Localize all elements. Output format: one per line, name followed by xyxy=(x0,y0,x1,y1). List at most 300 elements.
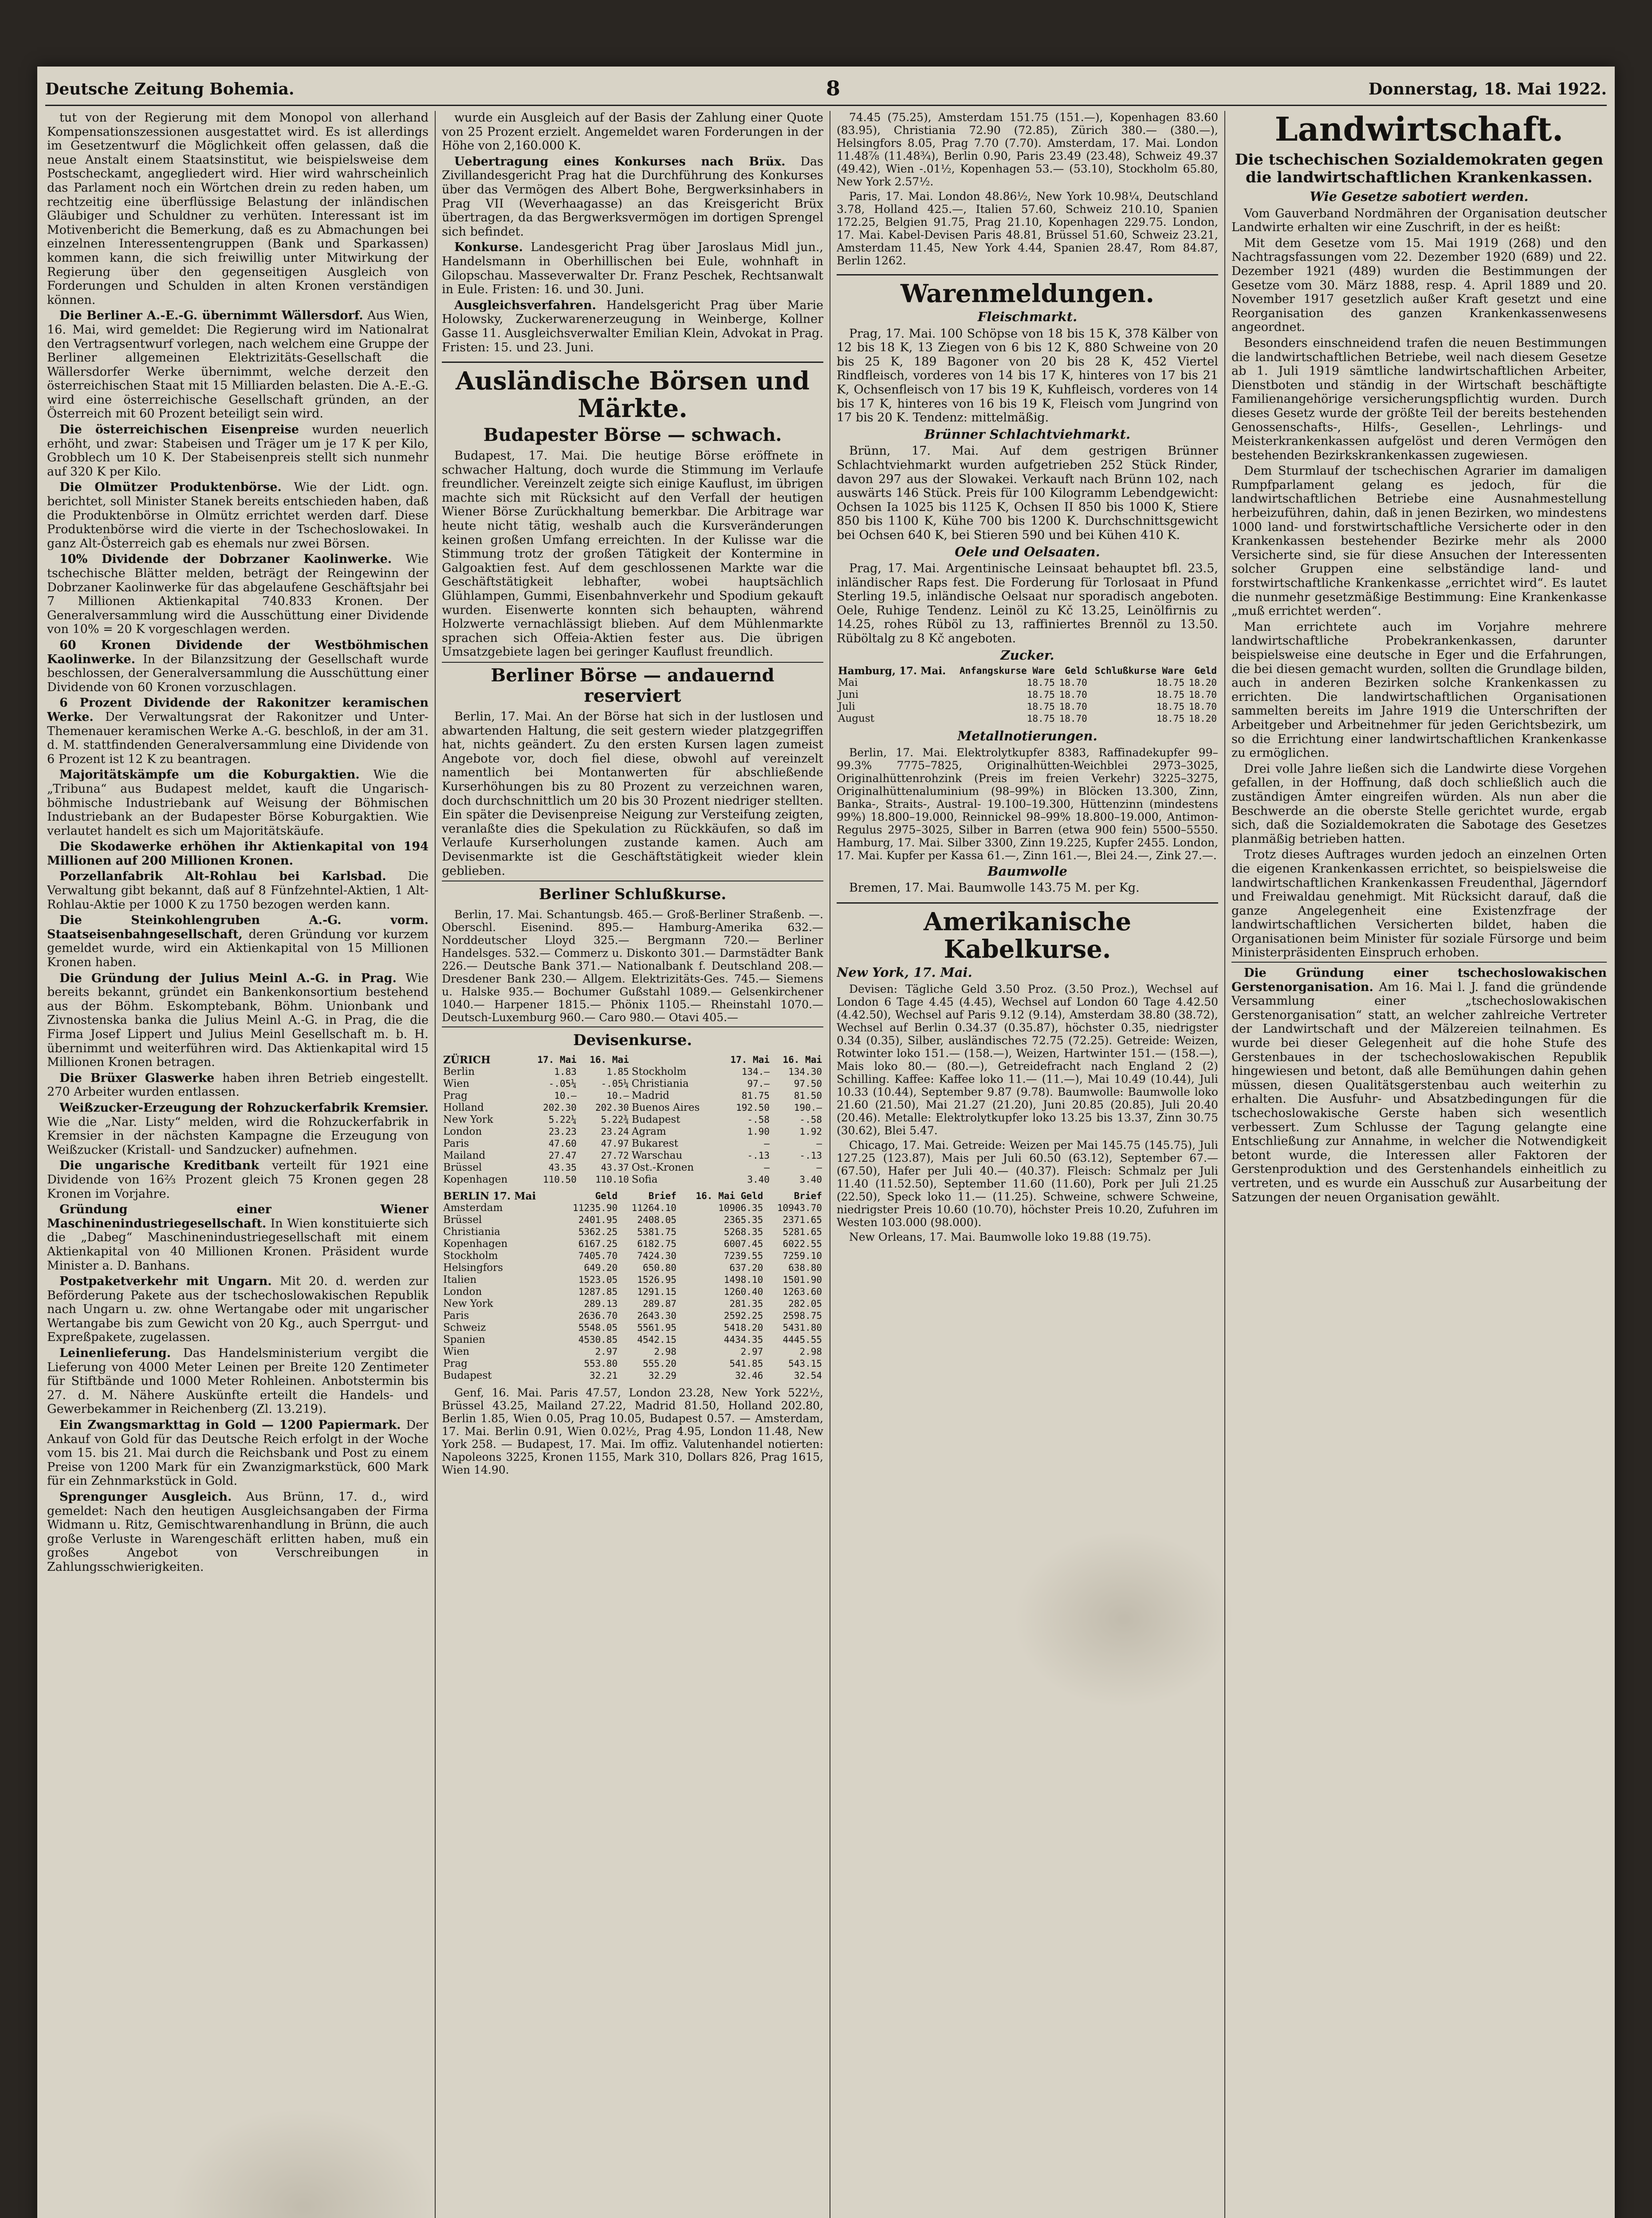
table-cell: Juni xyxy=(838,689,859,701)
article-text: wurde ein Ausgleich auf der Basis der Zahlung einer Quote von 25 Prozent erzielt. Angemeldet waren Forderungen in der Höhe von 2,160.000 K. xyxy=(442,111,823,153)
table-cell: 10.— xyxy=(554,1090,577,1101)
table-row xyxy=(442,1298,823,1310)
news-item xyxy=(442,299,823,354)
table-cell: 1498.10 xyxy=(724,1274,763,1286)
table-cell: Brüssel xyxy=(443,1162,482,1174)
table-cell: 18.75 xyxy=(1027,677,1055,688)
news-body: Wie die „Tribuna“ aus Budapest meldet, kauft die Ungarisch-böhmische Industriebank auf Weisung der Böhmischen Industriebank an der Budapester Börse Koburgaktien. Wie verlautet handelt es sich um Majoritätskäufe. xyxy=(47,768,429,838)
news-heading: Ein Zwangsmarkttag in Gold — 1200 Papiermark. xyxy=(59,1418,401,1432)
news-body: Mit 20. d. werden zur Beförderung Pakete aus der tschechoslowakischen Republik nach Ungarn u. zw. ohne Wertangabe oder mit ungarischer Wertangabe bis zum Gewicht von 20 Kg., auch Sperrgut- und Expreßpakete, zugelassen. xyxy=(47,1274,429,1345)
news-body: Wie tschechische Blätter melden, beträgt der Reingewinn der Dobrzaner Kaolinwerke für das abgelaufene Geschäftsjahr bei 7 Millionen Aktienkapital 740.833 Kronen. Der Generalversammlung wird die Ausschüttung einer Dividende von 10% = 20 K vorgeschlagen werden. xyxy=(47,552,429,637)
table-cell: Paris xyxy=(443,1310,469,1322)
news-heading: Sprengunger Ausgleich. xyxy=(59,1490,232,1504)
news-body: Wie der Lidt. ogn. berichtet, soll Minister Stanek bereits entschieden haben, daß die Produktenbörse in Olmütz errichtet werden darf. Diese Produktenbörse wird die vierte in der Tschechoslowakei. In ganz Alt-Österreich gab es ehemals nur zwei Börsen. xyxy=(47,480,429,551)
table-cell: 289.87 xyxy=(643,1298,677,1310)
article-text: Berlin, 17. Mai. Elektrolytkupfer 8383, Raffinadekupfer 99–99.3% 7775–7825, Originalhütten-Weichblei 2973–3025, Originalhüttenrohzink (Preis im freien Verkehr) 3225–3275, Originalhüttenaluminium (98–99%) in Blöcken 13.300, Zinn, Banka-, Straits-, Austral- 19.100–19.300, Hüttenzinn (mindestens 99%) 18.800–19.000, Reinnickel 98–99% 18.800–19.000, Antimon-Regulus 2975–3025, Silber in Barren (etwa 900 fein) 5500–5550. Hamburg, 17. Mai. Silber 3300, Zinn 19.225, Kupfer 2455. London, 17. Mai. Kupfer per Kassa 61.—, Zinn 161.—, Blei 24.—, Zink 27.—. xyxy=(837,746,1218,862)
table-row xyxy=(442,1322,823,1334)
news-heading: 60 Kronen Dividende der Westböhmischen Kaolinwerke. xyxy=(47,638,429,666)
news-heading: Die Gründung einer tschechoslowakischen Gerstenorganisation. xyxy=(1231,966,1607,994)
table-cell: Sofia xyxy=(631,1174,658,1186)
table-header-row xyxy=(442,1054,823,1066)
news-body: Aus Brünn, 17. d., wird gemeldet: Nach den heutigen Ausgleichsangaben der Firma Widmann u. Ritz, Gemischtwarenhandlung in Brünn, die auch große Verluste in Warengeschäft erlitten haben, muß ein großes Angebot von Verschreibungen in Zahlungsschwierigkeiten. xyxy=(47,1490,429,1574)
article-text: Dem Sturmlauf der tschechischen Agrarier im damaligen Rumpfparlament gelang es jedoch, für die landwirtschaftlichen Betriebe eine Ausnahmestellung herbeizuführen, dahin, daß in jenen Bezirken, wo mindestens 1000 land- und forstwirtschaftliche Versicherte oder in den Krankenkassen bestehender Bezirke mehr als 2000 Versicherte sind, sie für diese Ansuchen der Interessenten solcher Gruppen eine selbständige land- und forstwirtschaftliche Krankenkasse „errichtet wird“. Es lautet die nunmehr gesetzmäßige Bestimmung: Eine Krankenkasse „muß errichtet werden“. xyxy=(1231,464,1607,618)
table-header-cell: Brief xyxy=(648,1191,677,1202)
table-cell: 5561.95 xyxy=(637,1322,677,1333)
table-cell: Juli xyxy=(838,701,855,713)
table-cell: 5381.75 xyxy=(637,1227,677,1238)
table-cell: Budapest xyxy=(443,1370,492,1382)
news-body: Die Verwaltung gibt bekannt, daß auf 8 Fünfzehntel-Aktien, 1 Alt-Rohlau-Aktie per 1000 K zu 1750 bezogen werden kann. xyxy=(47,869,429,912)
table-cell: New York xyxy=(443,1114,493,1126)
news-item xyxy=(47,309,429,421)
masthead-title: Deutsche Zeitung Bohemia. xyxy=(45,80,295,98)
column-3 xyxy=(837,111,1218,2218)
table-cell: 1287.85 xyxy=(578,1286,618,1298)
table-cell: 2408.05 xyxy=(637,1215,677,1226)
table-cell: Stockholm xyxy=(443,1250,498,1262)
news-heading: Die Olmützer Produktenbörse. xyxy=(59,480,282,495)
table-cell: — xyxy=(816,1138,822,1149)
table-header-cell: Geld xyxy=(595,1191,618,1202)
table-cell: 192.50 xyxy=(736,1102,770,1113)
subsection-heading: Zucker. xyxy=(1000,647,1054,663)
table-cell: 5281.65 xyxy=(783,1227,822,1238)
table-cell: 2592.25 xyxy=(724,1310,763,1321)
sugar-prices-table xyxy=(837,665,1218,725)
table-cell: Christiania xyxy=(631,1078,689,1090)
news-item xyxy=(47,1159,429,1201)
table-cell: Bukarest xyxy=(631,1138,678,1150)
news-heading: Gründung einer Wiener Maschinenindustriegesellschaft. xyxy=(47,1203,429,1231)
table-row xyxy=(442,1334,823,1346)
table-cell: 3.40 xyxy=(747,1174,770,1185)
table-cell: 18.20 xyxy=(1188,677,1217,688)
news-heading: Porzellanfabrik Alt-Rohlau bei Karlsbad. xyxy=(59,869,386,884)
news-heading: Die Berliner A.-E.-G. übernimmt Wällersdorf. xyxy=(59,309,363,323)
table-cell: 5431.80 xyxy=(783,1322,822,1333)
table-cell: 1260.40 xyxy=(724,1286,763,1298)
news-item xyxy=(47,869,429,912)
quote-list: Genf, 16. Mai. Paris 47.57, London 23.28, New York 522½, Brüssel 43.25, Mailand 27.22, Madrid 81.50, Holland 202.80, Berlin 1.85, Wien 0.05, Prag 10.05, Budapest 0.57. — Amsterdam, 17. Mai. Berlin 0.91, Wien 0.02½, Prag 4.95, London 11.48, New York 258. — Budapest, 17. Mai. Im offiz. Valutenhandel notierten: Napoleons 3225, Kronen 1155, Mark 310, Dollars 826, Prag 1615, Wien 14.90. xyxy=(442,1386,823,1477)
table-cell: 11264.10 xyxy=(631,1203,677,1214)
table-cell: 2.97 xyxy=(740,1346,763,1357)
column-rule xyxy=(1224,111,1225,2218)
table-cell: 202.30 xyxy=(595,1102,629,1113)
article-subheadline: Wie Gesetze sabotiert werden. xyxy=(1310,189,1529,204)
table-header-cell: BERLIN 17. Mai xyxy=(443,1190,536,1203)
table-row xyxy=(442,1250,823,1262)
news-body: Aus Wien, 16. Mai, wird gemeldet: Die Regierung wird im Nationalrat den Vertragsentwurf vorlegen, nach welchem eine Gruppe der Berliner allgemeinen Elektrizitäts-Gesellschaft die Wällersdorfer Werke übernimmt, welche derzeit den österreichischen Staat mit 15 Milliarden belasten. Die A.-E.-G. wird eine österreichische Gesellschaft gründen, an der Österreich mit 60 Prozent beteiligt sein wird. xyxy=(47,309,429,421)
table-cell: 3.40 xyxy=(799,1174,822,1185)
table-cell: Italien xyxy=(443,1274,477,1286)
news-item xyxy=(442,155,823,239)
table-cell: 2401.95 xyxy=(578,1215,618,1226)
article-text: Prag, 17. Mai. 100 Schöpse von 18 bis 15 K, 378 Kälber von 12 bis 18 K, 13 Ziegen von 6 bis 12 K, 880 Schweine von 20 bis 25 K, 189 Bagoner von 20 bis 28 K, 452 Viertel Rindfleisch, vorderes von 14 bis 17 K, hinteres von 17 bis 21 K, Ochsenfleisch von 17 bis 19 K, Kuhfleisch, vorderes von 14 bis 17 K, hinteres von 16 bis 19 K, Fleisch vom Jungrind von 17 bis 20 K. Tendenz: mittelmäßig. xyxy=(837,326,1218,425)
table-cell: Kopenhagen xyxy=(443,1238,508,1250)
news-item xyxy=(47,552,429,637)
article-text: Mit dem Gesetze vom 15. Mai 1919 (268) und den Nachtragsfassungen vom 22. Dezember 1920 (689) und 22. Dezember 1921 (489) wurden die Bestimmungen der Gesetze vom 30. März 1888, resp. 4. April 1889 und 20. November 1917 gesetzlich außer Kraft gesetzt und eine Reorganisation des ganzen Krankenkassenwesens angeordnet. xyxy=(1231,236,1607,334)
table-cell: 281.35 xyxy=(729,1298,763,1310)
table-cell: -.13 xyxy=(747,1150,770,1161)
table-cell: 18.70 xyxy=(1059,713,1087,724)
table-cell: 32.21 xyxy=(589,1370,618,1381)
table-row xyxy=(837,701,1218,713)
table-cell: Prag xyxy=(443,1358,468,1370)
section-title: Warenmeldungen. xyxy=(837,274,1218,307)
table-cell: 10906.35 xyxy=(718,1203,763,1214)
table-cell: 18.70 xyxy=(1059,689,1087,700)
table-cell: Mai xyxy=(838,677,858,689)
table-cell: 2636.70 xyxy=(578,1310,618,1321)
table-cell: 543.15 xyxy=(788,1358,822,1369)
table-cell: -.05¼ xyxy=(601,1078,629,1089)
news-body: verteilt für 1921 eine Dividende von 16⅔ Prozent gleich 75 Kronen gegen 28 Kronen im Vorjahre. xyxy=(47,1159,429,1201)
table-cell: Warschau xyxy=(631,1150,683,1162)
news-body: Der Verwaltungsrat der Rakonitzer und Unter-Themenauer keramischen Werke A.-G. beschloß, in der am 31. d. M. stattfindenden Generalversammlung eine Dividende von 6 Prozent ist 12 K zu beantragen. xyxy=(47,710,429,766)
table-header-cell: 16. Mai Geld xyxy=(696,1191,763,1202)
news-body: Wie die „Nar. Listy“ melden, wird die Rohzuckerfabrik in Kremsier in der nächsten Kampagne die Erzeugung von Weißzucker (Kristall- und Sandzucker) aufnehmen. xyxy=(47,1115,429,1157)
table-cell: London xyxy=(443,1126,482,1138)
table-cell: 649.20 xyxy=(584,1262,618,1274)
table-cell: 282.05 xyxy=(788,1298,822,1310)
news-body: In Wien konstituierte sich die „Dabeg“ Maschinenindustriegesellschaft mit einem Aktienkapital von 40 Millionen Kronen. Präsident wurde Minister a. D. Banhans. xyxy=(47,1216,429,1273)
zurich-rates-table xyxy=(442,1054,823,1186)
table-header-cell: 17. Mai xyxy=(537,1054,577,1066)
table-cell: 7424.30 xyxy=(637,1251,677,1262)
subsection-heading: Metallnotierungen. xyxy=(957,728,1097,744)
table-cell: 5548.05 xyxy=(578,1322,618,1333)
table-cell: 18.75 xyxy=(1027,689,1055,700)
table-cell: 81.50 xyxy=(794,1090,822,1101)
section-subtitle: Devisenkurse. xyxy=(442,1026,823,1050)
news-body: Wie bereits bekannt, gründet ein Bankenkonsortium bestehend aus der Böhm. Eskomptebank, Böhm. Unionbank und Zivnostenska banka die Julius Meinl A.-G. in Prag, die die Firma Josef Lippert und Julius Meinl Gesellschaft m. b. H. übernimmt und weiterführen wird. Das Aktienkapital wird 15 Millionen Kronen betragen. xyxy=(47,971,429,1070)
table-header-row xyxy=(837,665,1218,677)
table-cell: 2365.35 xyxy=(724,1215,763,1226)
article-text: Besonders einschneidend trafen die neuen Bestimmungen die landwirtschaftlichen Betriebe, weil nach diesem Gesetze ab 1. Juli 1919 sämtliche landwirtschaftlichen Arbeiter, Dienstboten und ständig in der Wirtschaft beschäftigte Familienangehörige versicherungspflichtig wurden. Durch dieses Gesetz wurde der größte Teil der bereits bestehenden Genossenschafts-, Hilfs-, Gesellen-, Lehrlings- und Meisterkrankenkassen aufgelöst und deren Vermögen den bestehenden Bezirkskrankenkassen zugewiesen. xyxy=(1231,336,1607,462)
table-header-cell: Anfangskurse Ware xyxy=(959,665,1055,676)
table-row xyxy=(837,713,1218,725)
table-row xyxy=(442,1078,823,1090)
news-item xyxy=(47,1203,429,1273)
table-cell: 10.— xyxy=(606,1090,629,1101)
table-cell: 2598.75 xyxy=(783,1310,822,1321)
news-heading: Die Steinkohlengruben A.-G. vorm. Staatseisenbahngesellschaft, xyxy=(47,913,429,941)
table-cell: 110.50 xyxy=(543,1174,577,1185)
news-item xyxy=(47,768,429,838)
news-body: Handelsgericht Prag über Marie Holowsky, Zuckerwarenerzeugung in Weinberge, Kollner Gasse 11. Ausgleichsverwalter Emilian Klein, Advokat in Prag. Fristen: 15. und 23. Juni. xyxy=(442,298,823,354)
table-header-cell: Brief xyxy=(794,1191,822,1202)
table-cell: New York xyxy=(443,1298,493,1310)
article-text: Chicago, 17. Mai. Getreide: Weizen per Mai 145.75 (145.75), Juli 127.25 (123.87), Mais per Juli 60.50 (63.12), September 67.— (67.50), Hafer per Juli 40.— (40.37). Fleisch: Schmalz per Juli 11.40 (11.52.50), September 11.60 (11.60), Pork per Juli 21.25 (22.50), Speck loko 11.— (11.25). Schweine, schwere Schweine, niedrigster Preis 10.60 (10.70), höchster Preis 10.20, Zufuhren im Westen 103.000 (98.000). xyxy=(837,1138,1218,1229)
table-cell: Helsingfors xyxy=(443,1262,503,1274)
table-header-cell: ZÜRICH xyxy=(443,1054,491,1066)
table-cell: 6007.45 xyxy=(724,1239,763,1250)
table-row xyxy=(442,1346,823,1358)
subsection-heading: Brünner Schlachtviehmarkt. xyxy=(924,426,1131,442)
news-heading: Die Brüxer Glaswerke xyxy=(59,1071,215,1085)
table-cell: August xyxy=(838,713,875,725)
section-subtitle: Berliner Schlußkurse. xyxy=(442,881,823,905)
news-heading: Uebertragung eines Konkurses nach Brüx. xyxy=(454,154,786,169)
table-cell: 541.85 xyxy=(729,1358,763,1369)
table-cell: Prag xyxy=(443,1090,468,1102)
table-row xyxy=(442,1310,823,1322)
table-cell: Ost.-Kronen xyxy=(631,1162,694,1174)
article-text: Man errichtete auch im Vorjahre mehrere landwirtschaftliche Probekrankenkassen, darunter beispielsweise eine deutsche in Eger und die Erfahrungen, die bei diesen gemacht wurden, sollten die Grundlage bilden, auch in anderen Bezirken solche Krankenkassen zu errichten. Die landwirtschaftlichen Organisationen sammelten bereits im Jahre 1919 die Unterschriften der Arbeitgeber und Arbeitnehmer für jeden Gerichtsbezirk, um so die Errichtung einer landwirtschaftlichen Krankenkasse zu ermöglichen. xyxy=(1231,620,1607,760)
issue-date: Donnerstag, 18. Mai 1922. xyxy=(1368,80,1607,98)
table-cell: 650.80 xyxy=(643,1262,677,1274)
column-4 xyxy=(1231,111,1607,2218)
table-cell: Brüssel xyxy=(443,1214,482,1226)
table-cell: 289.13 xyxy=(584,1298,618,1310)
table-row xyxy=(442,1138,823,1150)
table-cell: 18.20 xyxy=(1188,713,1217,724)
column-1 xyxy=(47,111,429,2218)
news-item xyxy=(47,913,429,969)
table-cell: 5418.20 xyxy=(724,1322,763,1333)
berlin-rates-table xyxy=(442,1190,823,1382)
table-row xyxy=(442,1226,823,1238)
news-item xyxy=(47,1490,429,1574)
news-item xyxy=(47,696,429,766)
table-cell: 1291.15 xyxy=(637,1286,677,1298)
news-item xyxy=(47,1346,429,1416)
table-header-cell: 16. Mai xyxy=(783,1054,822,1066)
table-cell: 190.— xyxy=(794,1102,822,1113)
table-row xyxy=(442,1126,823,1138)
table-row xyxy=(442,1174,823,1186)
news-heading: Ausgleichsverfahren. xyxy=(454,298,596,312)
news-heading: Konkurse. xyxy=(454,240,523,255)
table-row xyxy=(837,677,1218,689)
news-item xyxy=(1231,962,1607,1204)
news-item xyxy=(47,1418,429,1488)
table-header-cell xyxy=(630,1054,719,1066)
table-cell: 81.75 xyxy=(741,1090,770,1101)
news-item xyxy=(47,1071,429,1099)
table-cell: 18.75 xyxy=(1156,677,1185,688)
table-row xyxy=(442,1162,823,1174)
news-item xyxy=(442,240,823,296)
news-item xyxy=(47,971,429,1070)
table-cell: 18.75 xyxy=(1027,701,1055,712)
news-heading: 10% Dividende der Dobrzaner Kaolinwerke. xyxy=(59,552,392,566)
table-cell: 4530.85 xyxy=(578,1334,618,1345)
article-text: Brünn, 17. Mai. Auf dem gestrigen Brünner Schlachtviehmarkt wurden aufgetrieben 252 Stück Rinder, davon 297 aus der Slowakei. Verkauft nach Brünn 102, nach auswärts 146 Stück. Preis für 100 Kilogramm Lebendgewicht: Ochsen Ia 1025 bis 1125 K, Ochsen II 850 bis 1000 K, Stiere 850 bis 1100 K, Kühe 700 bis 1200 K. Durchschnittsgewicht bei Ochsen 640 K, bei Stieren 590 und bei Kühen 410 K. xyxy=(837,444,1218,542)
news-body: Am 16. Mai l. J. fand die gründende Versammlung einer „tschechoslowakischen Gerstenorganisation“ statt, an welcher zahlreiche Vertreter der Landwirtschaft und der Mälzereien teilnahmen. Es wurde bei dieser Gelegenheit auf die hohe Stufe des Gerstenbaues in der tschechoslowakischen Republik hingewiesen und betont, daß alle Bemühungen dahin gehen müssen, diesen Qualitätsgerstenbau auch weiterhin zu erhalten. Die Ausfuhr- und Absatzbedingungen für die tschechoslowakische Gerste haben sich wesentlich verbessert. Zum Schlusse der Tagung gelangte eine Entschließung zur Annahme, in welcher die Notwendigkeit betont wurde, die Interessen aller Faktoren der Gerstenproduktion und des Gerstenhandels einheitlich zu vertreten, und es wurde ein Ausschuß zur Ausarbeitung der Satzungen der neuen Organisation gewählt. xyxy=(1231,980,1607,1204)
article-text: Trotz dieses Auftrages wurden jedoch an einzelnen Orten die eigenen Krankenkassen errichtet, so beispielsweise die landwirtschaftlichen Krankenkassen Freudenthal, Jägerndorf und Freiwaldau genehmigt. Mit Rücksicht darauf, daß die ganze Angelegenheit eine Existenzfrage der landwirtschaftlichen Versicherten bildet, haben die Organisationen beim Minister für soziale Fürsorge und beim Ministerpräsidenten Einspruch erhoben. xyxy=(1231,848,1607,960)
news-heading: Majoritätskämpfe um die Koburgaktien. xyxy=(59,768,360,782)
table-header-cell: Schlußkurse Ware xyxy=(1094,665,1185,676)
article-text: tut von der Regierung mit dem Monopol von allerhand Kompensationszessionen ausgestattet wird. Es ist allerdings im Gesetzentwurf die Möglichkeit offen gelassen, daß die neue Anstalt einem Staatsinstitut, wie beispielsweise dem Postscheckamt, angegliedert wird. Hier wird wahrscheinlich das Parlament noch ein Wörtchen drein zu reden haben, um rechtzeitig eine überflüssige Belastung der inländischen Gläubiger und Schuldner zu verhüten. Interessant ist im Motivenbericht die Bemerkung, daß es zu Abmachungen bei einzelnen Interessentengruppen (Bank und Sparkassen) kommen kann, die sich freiwillig unter Mitwirkung der Regierung über den gegenseitigen Ausgleich von Forderungen und Schulden in alten Kronen verständigen können. xyxy=(47,111,429,307)
table-cell: Kopenhagen xyxy=(443,1174,508,1186)
news-body: Landesgericht Prag über Jaroslaus Midl jun., Handelsmann in Oberhillischen bei Eule, wohnhaft in Gilopschau. Masseverwalter Dr. Franz Peschek, Rechtsanwalt in Eule. Fristen: 16. und 30. Juni. xyxy=(442,240,823,297)
quote-list: 74.45 (75.25), Amsterdam 151.75 (151.—), Kopenhagen 83.60 (83.95), Christiania 72.90 (72.85), Zürich 380.— (380.—), Helsingfors 8.05, Prag 7.70 (7.70). Amsterdam, 17. Mai. London 11.48⅞ (11.48¾), Berlin 0.90, Paris 23.49 (23.48), Schweiz 49.37 (49.42), Wien -.01½, Kopenhagen 53.— (53.10), Stockholm 65.80, New York 2.57½. xyxy=(837,111,1218,188)
table-cell: 1501.90 xyxy=(783,1274,822,1286)
subsection-heading: New York, 17. Mai. xyxy=(837,965,972,980)
table-cell: Spanien xyxy=(443,1334,485,1346)
table-cell: -.58 xyxy=(799,1114,822,1125)
table-cell: Buenos Aires xyxy=(631,1102,700,1114)
news-heading: Die österreichischen Eisenpreise xyxy=(59,423,299,437)
table-cell: Berlin xyxy=(443,1066,475,1078)
page-header xyxy=(45,76,1607,106)
table-cell: 5.22¾ xyxy=(601,1114,629,1125)
news-body: In der Bilanzsitzung der Gesellschaft wurde beschlossen, der Generalversammlung die Ausschüttung einer Dividende von 60 Kronen vorzuschlagen. xyxy=(47,652,429,694)
table-cell: 27.72 xyxy=(601,1150,629,1161)
table-cell: 18.75 xyxy=(1156,701,1185,712)
table-row xyxy=(442,1150,823,1162)
table-header-cell: 16. Mai xyxy=(590,1054,629,1066)
news-body: Der Ankauf von Gold für das Deutsche Reich erfolgt in der Woche vom 15. bis 21. Mai durch die Reichsbank und Post zu einem Preise von 1200 Mark für ein Zwanzigmarkstück, 600 Mark für ein Zehnmarkstück in Gold. xyxy=(47,1418,429,1488)
table-cell: 18.70 xyxy=(1188,689,1217,700)
table-cell: 1526.95 xyxy=(637,1274,677,1286)
table-row xyxy=(442,1214,823,1226)
table-cell: 1.92 xyxy=(799,1126,822,1137)
subsection-heading: Oele und Oelsaaten. xyxy=(955,544,1100,559)
table-cell: 47.60 xyxy=(548,1138,577,1149)
table-cell: 2.98 xyxy=(654,1346,677,1357)
table-cell: 134.30 xyxy=(788,1066,822,1078)
article-text: New Orleans, 17. Mai. Baumwolle loko 19.88 (19.75). xyxy=(849,1230,1152,1243)
table-cell: — xyxy=(816,1162,822,1173)
news-item xyxy=(47,1274,429,1345)
table-cell: 18.75 xyxy=(1027,713,1055,724)
table-cell: 32.29 xyxy=(648,1370,677,1381)
page-number: 8 xyxy=(826,76,841,100)
table-cell: 18.75 xyxy=(1156,713,1185,724)
table-row xyxy=(442,1262,823,1274)
table-cell: 10943.70 xyxy=(777,1203,822,1214)
table-cell: 43.37 xyxy=(601,1162,629,1173)
table-header-cell: Geld xyxy=(1194,665,1217,676)
table-cell: -.13 xyxy=(799,1150,822,1161)
table-cell: 1.83 xyxy=(554,1066,577,1078)
table-cell: 32.54 xyxy=(794,1370,822,1381)
table-row xyxy=(837,689,1218,701)
table-header-cell: Hamburg, 17. Mai. xyxy=(838,665,946,677)
table-cell: 27.47 xyxy=(548,1150,577,1161)
table-header-cell: 17. Mai xyxy=(730,1054,770,1066)
table-cell: 6167.25 xyxy=(578,1239,618,1250)
table-cell: 23.23 xyxy=(548,1126,577,1137)
column-2 xyxy=(442,111,823,2218)
news-item xyxy=(47,1101,429,1157)
section-title: Ausländische Börsen und Märkte. xyxy=(442,362,823,422)
column-rule xyxy=(435,111,436,2218)
news-body: Das Handelsministerium vergibt die Lieferung von 4000 Meter Leinen per Breite 120 Zentimeter für Stiftbände und 1000 Meter Rohleinen. Anbotstermin bis 27. d. M. Nähere Auskünfte erteilt die Handels- und Gewerbekammer in Reichenberg (Zl. 13.219). xyxy=(47,1346,429,1416)
news-heading: 6 Prozent Dividende der Rakonitzer keramischen Werke. xyxy=(47,696,429,724)
table-cell: 97.50 xyxy=(794,1078,822,1089)
table-cell: 32.46 xyxy=(735,1370,763,1381)
table-cell: 6022.55 xyxy=(783,1239,822,1250)
news-body: deren Gründung vor kurzem gemeldet wurde, wird ein Aktienkapital von 15 Millionen Kronen haben. xyxy=(47,927,429,970)
table-cell: 11235.90 xyxy=(573,1203,618,1214)
table-cell: 97.— xyxy=(747,1078,770,1089)
table-cell: 7405.70 xyxy=(578,1251,618,1262)
article-text: Budapest, 17. Mai. Die heutige Börse eröffnete in schwacher Haltung, doch wurde die Stimmung im Verlaufe freundlicher. Vereinzelt zeigte sich einige Kauflust, im übrigen machte sich mit Rücksicht auf den Verfall der heutigen Wiener Börse Zurückhaltung bemerkbar. Die Arbitrage war heute nicht tätig, weshalb auch die Kursveränderungen keinen großen Umfang erreichten. In der Kulisse war die Stimmung trotz der großen Tätigkeit der Kontermine in Galgoaktien fest. Auf dem geschlossenen Markte war die Geschäftstätigkeit lebhafter, wobei hauptsächlich Glühlampen, Gummi, Eisenbahnverkehr und Spodium gekauft wurden. Eisenwerte konnten sich behaupten, während Holzwerte vernachlässigt blieben. Auf dem Mühlenmarkte sprachen sich Offeia-Aktien fester aus. Die übrigen Umsatzgebiete lagen bei geringer Kauflust freundlich. xyxy=(442,449,823,659)
table-cell: 555.20 xyxy=(643,1358,677,1369)
quote-list: Paris, 17. Mai. London 48.86½, New York 10.98¼, Deutschland 3.78, Holland 425.—, Italien 57.60, Schweiz 210.10, Spanien 172.25, Belgien 91.75, Prag 21.10, Kopenhagen 229.75. London, 17. Mai. Kabel-Devisen Paris 48.81, Brüssel 51.60, Schweiz 23.21, Amsterdam 11.45, New York 4.44, Spanien 28.47, Rom 84.87, Berlin 1262. xyxy=(837,190,1218,267)
table-row xyxy=(442,1370,823,1382)
table-row xyxy=(442,1066,823,1078)
table-cell: 18.70 xyxy=(1059,677,1087,688)
news-body: Das Zivillandesgericht Prag hat die Durchführung des Konkurses über das Vermögen des Albert Bohe, Bergwerksinhabers in Prag VII (Weverhaagasse) an das Kreisgericht Brüx übertragen, da das Bergwerksvermögen im dortigen Sprengel sich befindet. xyxy=(442,154,823,239)
news-item xyxy=(47,480,429,551)
news-item xyxy=(47,638,429,694)
table-row xyxy=(442,1238,823,1250)
table-cell: 18.70 xyxy=(1059,701,1087,712)
table-cell: 6182.75 xyxy=(637,1239,677,1250)
table-cell: 134.— xyxy=(741,1066,770,1078)
table-cell: 202.30 xyxy=(543,1102,577,1113)
section-subtitle: Berliner Börse — andauernd reserviert xyxy=(442,662,823,706)
article-text: Drei volle Jahre ließen sich die Landwirte diese Vorgehen gefallen, in der Hoffnung, daß doch schließlich auch die zuständigen Ämter eingreifen würden. Als nun aber die Beschwerde an die oberste Stelle gerichtet wurde, ergab sich, daß die Sozialdemokraten die Sabotage des Gesetzes planmäßig betrieben hatten. xyxy=(1231,762,1607,846)
table-cell: Budapest xyxy=(631,1114,680,1126)
news-body: haben ihren Betrieb eingestellt. 270 Arbeiter wurden entlassen. xyxy=(47,1071,429,1099)
table-cell: 5268.35 xyxy=(724,1227,763,1238)
newspaper-page xyxy=(37,67,1615,2218)
section-title: Amerikanische Kabelkurse. xyxy=(837,902,1218,963)
table-cell: Agram xyxy=(631,1126,666,1138)
table-cell: 47.97 xyxy=(601,1138,629,1149)
table-row xyxy=(442,1102,823,1114)
article-text: Bremen, 17. Mai. Baumwolle 143.75 M. per Kg. xyxy=(849,881,1140,895)
table-cell: Schweiz xyxy=(443,1322,486,1334)
table-cell: — xyxy=(764,1138,770,1149)
table-cell: 1.85 xyxy=(606,1066,629,1078)
table-row xyxy=(442,1358,823,1370)
article-headline: Die tschechischen Sozialdemokraten gegen die landwirtschaftlichen Krankenkassen. xyxy=(1235,151,1604,186)
table-cell: 553.80 xyxy=(584,1358,618,1369)
table-cell: 2643.30 xyxy=(637,1310,677,1321)
table-cell: 5362.25 xyxy=(578,1227,618,1238)
subsection-heading: Fleischmarkt. xyxy=(977,309,1078,324)
table-cell: Paris xyxy=(443,1138,469,1150)
table-cell: 43.35 xyxy=(548,1162,577,1173)
table-header-row xyxy=(442,1190,823,1202)
table-cell: Christiania xyxy=(443,1226,500,1238)
table-cell: 1.90 xyxy=(747,1126,770,1137)
table-cell: 18.75 xyxy=(1156,689,1185,700)
news-heading: Postpaketverkehr mit Ungarn. xyxy=(59,1274,272,1289)
table-cell: Wien xyxy=(443,1078,470,1090)
table-cell: Amsterdam xyxy=(443,1202,503,1214)
article-text: Devisen: Tägliche Geld 3.50 Proz. (3.50 Proz.), Wechsel auf London 6 Tage 4.45 (4.45), Wechsel auf London 60 Tage 4.42.50 (4.42.50), Wechsel auf Paris 9.12 (9.14), Amsterdam 38.80 (38.72), Wechsel auf Berlin 0.34.37 (0.35.87), höchster 0.35, niedrigster 0.34 (0.35), Silber, ausländisches 72.75 (72.25). Getreide: Weizen, Rotwinter loko 151.— (158.—), Weizen, Hartwinter 151.— (158.—), Mais loko 80.— (80.—), Getreidefracht nach England 2 (2) Schilling. Kaffee: Kaffee loko 11.— (11.—), Mai 10.49 (10.44), Juli 10.33 (10.44), September 9.87 (9.78). Baumwolle: Baumwolle loko 21.60 (21.50), Mai 21.27 (21.20), Juni 20.85 (20.85), Juli 20.40 (20.46). Metalle: Elektrolytkupfer loko 13.25 bis 13.37, Zinn 30.75 (30.62), Blei 5.47. xyxy=(837,982,1218,1137)
table-cell: Mailand xyxy=(443,1150,486,1162)
article-text: Vom Gauverband Nordmähren der Organisation deutscher Landwirte erhalten wir eine Zuschrift, in der es heißt: xyxy=(1231,206,1607,235)
table-cell: 4434.35 xyxy=(724,1334,763,1345)
table-cell: 18.70 xyxy=(1188,701,1217,712)
table-row xyxy=(442,1090,823,1102)
table-cell: 2.97 xyxy=(595,1346,618,1357)
table-cell: -.05¼ xyxy=(548,1078,577,1089)
table-cell: 23.24 xyxy=(601,1126,629,1137)
table-cell: 2.98 xyxy=(799,1346,822,1357)
table-cell: London xyxy=(443,1286,482,1298)
table-row xyxy=(442,1286,823,1298)
table-row xyxy=(442,1274,823,1286)
table-cell: 1523.05 xyxy=(578,1274,618,1286)
section-title: Landwirtschaft. xyxy=(1274,111,1564,149)
subsection-heading: Baumwolle xyxy=(987,863,1067,879)
table-cell: 638.80 xyxy=(788,1262,822,1274)
news-item xyxy=(47,840,429,868)
section-subtitle: Budapester Börse — schwach. xyxy=(483,425,782,446)
table-cell: 7239.55 xyxy=(724,1251,763,1262)
table-cell: Stockholm xyxy=(631,1066,687,1078)
quote-list: Berlin, 17. Mai. Schantungsb. 465.— Groß-Berliner Straßenb. —. Oberschl. Eisenind. 895.— Hamburg-Amerika 632.— Norddeutscher Lloyd 325.— Bergmann 720.— Berliner Handelsges. 532.— Commerz u. Diskonto 301.— Darmstädter Bank 226.— Deutsche Bank 371.— Nationalbank f. Deutschland 208.— Dresdener Bank 230.— Allgem. Elektrizitäts-Ges. 745.— Siemens u. Halske 935.— Bochumer Gußstahl 1089.— Gelsenkirchener 1040.— Harpener 1815.— Phönix 1105.— Rheinstahl 1070.— Deutsch-Luxemburg 960.— Caro 980.— Otavi 405.— xyxy=(442,908,823,1024)
